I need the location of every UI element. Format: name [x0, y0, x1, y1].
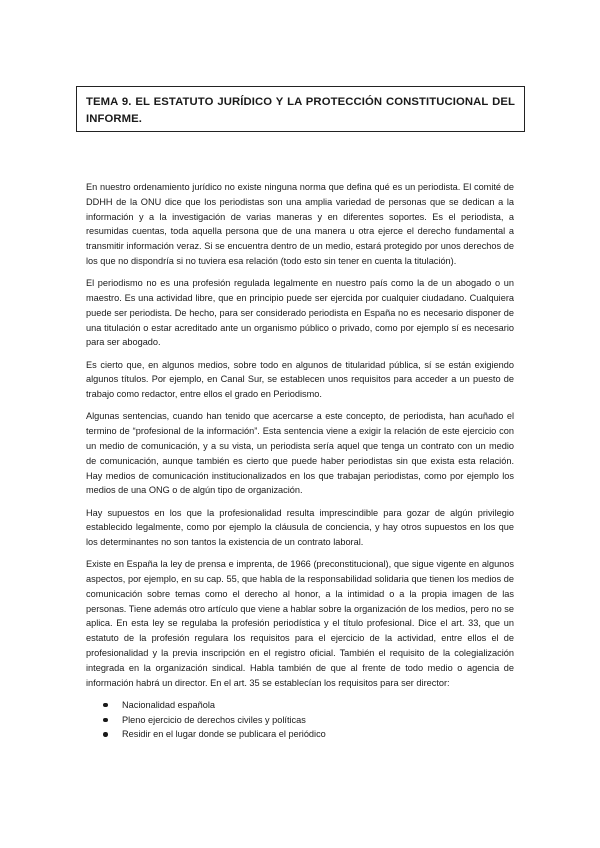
list-item-text: Nacionalidad española — [122, 699, 215, 710]
list-item — [86, 698, 514, 713]
document-title: TEMA 9. EL ESTATUTO JURÍDICO Y LA PROTECCIÓN CONSTITUCIONAL DEL INFORME. — [76, 86, 525, 132]
list-item-text: Residir en el lugar donde se publicara el periódico — [122, 729, 326, 740]
paragraph: Es cierto que, en algunos medios, sobre todo en algunos de titularidad pública, sí se están exigiendo algunos títulos. Por ejemplo, en Canal Sur, se establecen unos requisitos para acceder a un puesto de trabajo como redactor, entre ellos el grado en Periodismo. — [86, 359, 514, 400]
list-item — [86, 713, 514, 728]
bullet-icon — [103, 732, 108, 737]
requirements-list — [86, 698, 514, 742]
paragraph: Algunas sentencias, cuando han tenido que acercarse a este concepto, de periodista, han acuñado el termino de “profesional de la información”. Esta sentencia viene a exigir la relación de este ejercicio con un medio de comunicación, y a su vista, un periodista sería aquel que tenga un contrato con un medio de comunicación, aunque también es cierto que puede haber periodistas sin que exista esta relación. Hay medios de comunicación institucionalizados en los que trabajan periodistas, como por ejemplo los medios de una ONG o de algún tipo de organización. — [86, 411, 514, 496]
list-item — [86, 727, 514, 742]
paragraph: Existe en España la ley de prensa e imprenta, de 1966 (preconstitucional), que sigue vigente en algunos aspectos, por ejemplo, en su cap. 55, que habla de la responsabilidad solidaria que tienen los medios de comunicación sobre temas como el derecho al honor, a la intimidad o a la propia imagen de las personas. Tiene además otro artículo que viene a hablar sobre la organización de los medios, pero no se aplica. En esta ley se regulaba la profesión periodística y el título profesional. Dice el art. 33, que un estatuto de la profesión regulara los requisitos para el ejercicio de la actividad, entre ellos el de profesionalidad y la previa inscripción en el registro oficial. También el requisito de la colegialización integrada en la organización sindical. Habla también de que al frente de todo medio o agencia de información habrá un director. En el art. 35 se establecían los requisitos para ser director: — [86, 559, 514, 688]
list-item-text: Pleno ejercicio de derechos civiles y políticas — [122, 714, 306, 725]
document-body — [86, 180, 514, 742]
bullet-icon — [103, 703, 108, 708]
bullet-icon — [103, 718, 108, 723]
paragraph: Hay supuestos en los que la profesionalidad resulta imprescindible para gozar de algún privilegio establecido legalmente, como por ejemplo la cláusula de conciencia, y hay otros supuestos en los que los determinantes no son tantos la existencia de un contrato laboral. — [86, 507, 514, 548]
paragraph: El periodismo no es una profesión regulada legalmente en nuestro país como la de un abogado o un maestro. Es una actividad libre, que en principio puede ser ejercida por cualquier ciudadano. Cualquiera puede ser periodista. De hecho, para ser considerado periodista en España no es necesario disponer de una titulación o estar acreditado ante un organismo público o privado, como por ejemplo sí es necesario para ser abogado. — [86, 278, 514, 348]
paragraph: En nuestro ordenamiento jurídico no existe ninguna norma que defina qué es un periodista. El comité de DDHH de la ONU dice que los periodistas son una amplia variedad de personas que se dedican a la información y a la investigación de varias maneras y en diferentes soportes. Es el periodista, a resumidas cuentas, toda aquella persona que de una manera u otra ejerce el derecho fundamental a transmitir información veraz. Si se encuentra dentro de un medio, estará protegido por unos derechos de los que no dispondría si no tuviera esa relación (todo esto sin tener en cuenta la titulación). — [86, 182, 514, 266]
